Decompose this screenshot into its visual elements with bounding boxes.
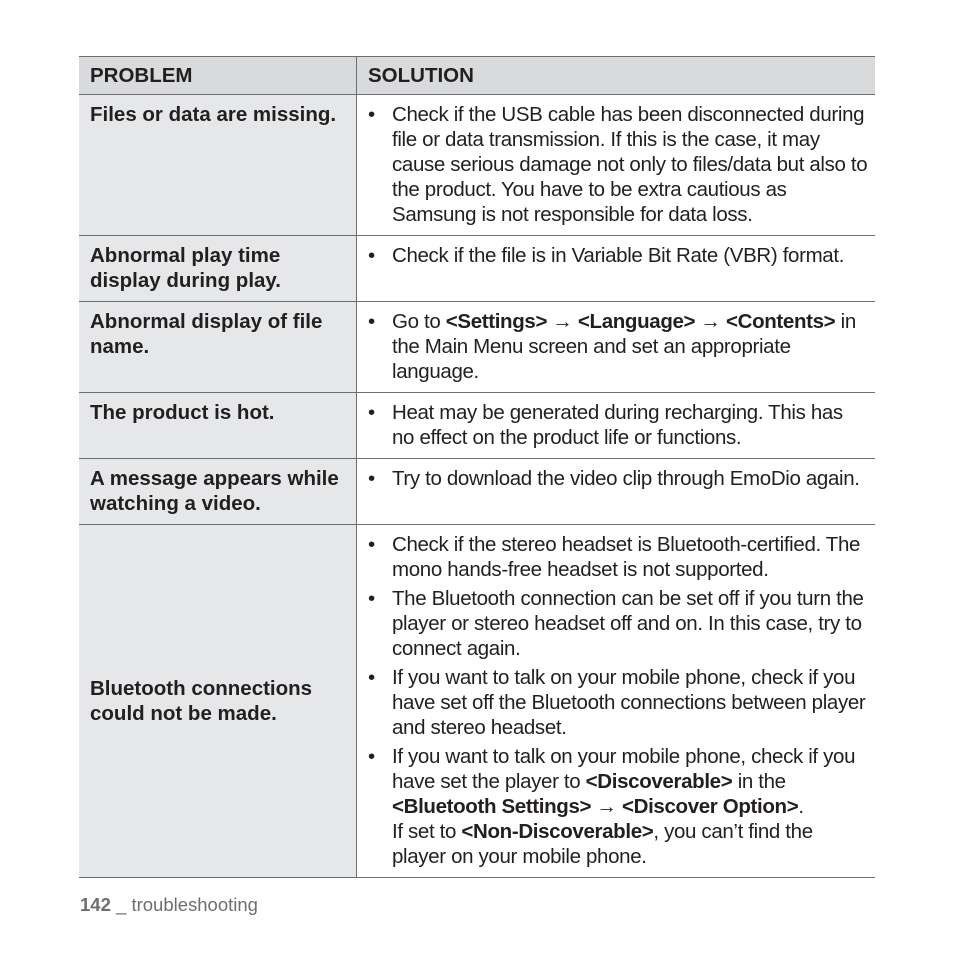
problem-cell: Abnormal play time display during play. <box>79 236 357 302</box>
solution-text: Check if the stereo headset is Bluetooth-certified. The mono hands-free headset is not supported. <box>392 533 861 581</box>
problem-cell: Bluetooth connections could not be made. <box>79 525 357 878</box>
page-number: 142 <box>80 894 111 915</box>
solution-text: The Bluetooth connection can be set off if you turn the player or stereo headset off and on. In this case, try to connect again. <box>392 587 864 660</box>
table-row <box>79 302 875 393</box>
problem-cell: A message appears while watching a video. <box>79 459 357 525</box>
bullet-icon: • <box>368 666 375 689</box>
bullet-icon: • <box>368 103 375 126</box>
bullet-icon: • <box>368 745 375 768</box>
solution-bullet <box>368 466 869 491</box>
solution-cell <box>357 393 876 459</box>
header-problem: PROBLEM <box>79 57 357 95</box>
troubleshooting-table <box>79 56 875 878</box>
menu-path-discover-option: <Discover Option> <box>622 795 799 818</box>
bullet-icon: • <box>368 401 375 424</box>
solution-cell <box>357 459 876 525</box>
header-solution: SOLUTION <box>357 57 876 95</box>
page-footer <box>80 894 258 916</box>
solution-text: If you want to talk on your mobile phone, check if you have set the player to <Discoverable> in the <Bluetooth Settings> → <Discover Option>. If set to <Non-Discoverable>, you can’t find the player on your mobile phone. <box>392 745 856 868</box>
solution-bullet <box>368 532 869 582</box>
solution-text: Go to <Settings> → <Language> → <Contents> in the Main Menu screen and set an appropriate language. <box>392 310 856 383</box>
solution-text: Check if the USB cable has been disconnected during file or data transmission. If this is the case, it may cause serious damage not only to files/data but also to the product. You have to be extra cautious as Samsung is not responsible for data loss. <box>392 103 868 226</box>
problem-cell: The product is hot. <box>79 393 357 459</box>
option-discoverable: <Discoverable> <box>585 770 733 793</box>
table-row <box>79 393 875 459</box>
solution-cell <box>357 525 876 878</box>
solution-bullet <box>368 586 869 661</box>
bullet-icon: • <box>368 467 375 490</box>
solution-bullet <box>368 400 869 450</box>
solution-text: Try to download the video clip through EmoDio again. <box>392 467 860 490</box>
solution-cell <box>357 95 876 236</box>
menu-path-bluetooth-settings: <Bluetooth Settings> <box>392 795 592 818</box>
option-non-discoverable: <Non-Discoverable> <box>461 820 654 843</box>
table-row <box>79 525 875 878</box>
bullet-icon: • <box>368 244 375 267</box>
bullet-icon: • <box>368 587 375 610</box>
menu-path-settings: <Settings> <box>445 310 548 333</box>
solution-bullet <box>368 744 869 869</box>
table-row <box>79 95 875 236</box>
bullet-icon: • <box>368 533 375 556</box>
solution-text: Heat may be generated during recharging. This has no effect on the product life or functions. <box>392 401 843 449</box>
table-row <box>79 236 875 302</box>
menu-path-language: <Language> <box>577 310 696 333</box>
solution-cell <box>357 302 876 393</box>
solution-bullet <box>368 309 869 384</box>
solution-text: If you want to talk on your mobile phone, check if you have set off the Bluetooth connections between player and stereo headset. <box>392 666 866 739</box>
solution-bullet <box>368 102 869 227</box>
bullet-icon: • <box>368 310 375 333</box>
problem-cell: Files or data are missing. <box>79 95 357 236</box>
problem-cell: Abnormal display of file name. <box>79 302 357 393</box>
table-header-row <box>79 57 875 95</box>
solution-text: Check if the file is in Variable Bit Rate (VBR) format. <box>392 244 845 267</box>
solution-bullet <box>368 243 869 268</box>
solution-bullet <box>368 665 869 740</box>
section-name: _ troubleshooting <box>110 894 258 915</box>
table-row <box>79 459 875 525</box>
menu-path-contents: <Contents> <box>726 310 836 333</box>
solution-cell <box>357 236 876 302</box>
